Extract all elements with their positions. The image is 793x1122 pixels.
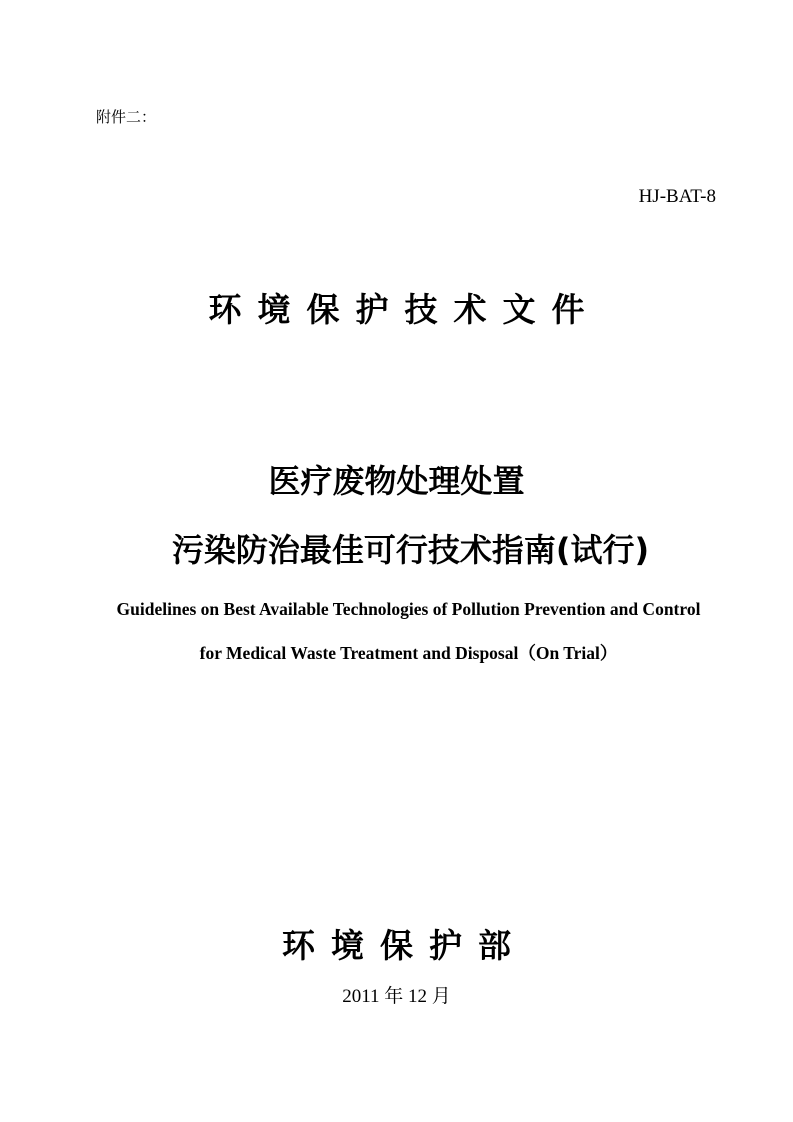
title-zh-line-1: 医疗废物处理处置	[268, 462, 525, 500]
issuer: 环境保护部	[282, 926, 527, 965]
title-zh-line-2: 污染防治最佳可行技术指南(试行)	[171, 531, 650, 569]
issue-date: 2011 年 12 月	[342, 986, 451, 1007]
title-en-line-1: Guidelines on Best Available Technologies of Pollution Prevention and Control	[116, 599, 701, 619]
document-code: HJ-BAT-8	[638, 186, 716, 207]
attachment-label: 附件二：	[96, 108, 157, 126]
title-en-line-2: for Medical Waste Treatment and Disposal（On Trial）	[199, 643, 618, 663]
document-type-heading: 环境保护技术文件	[208, 290, 601, 329]
